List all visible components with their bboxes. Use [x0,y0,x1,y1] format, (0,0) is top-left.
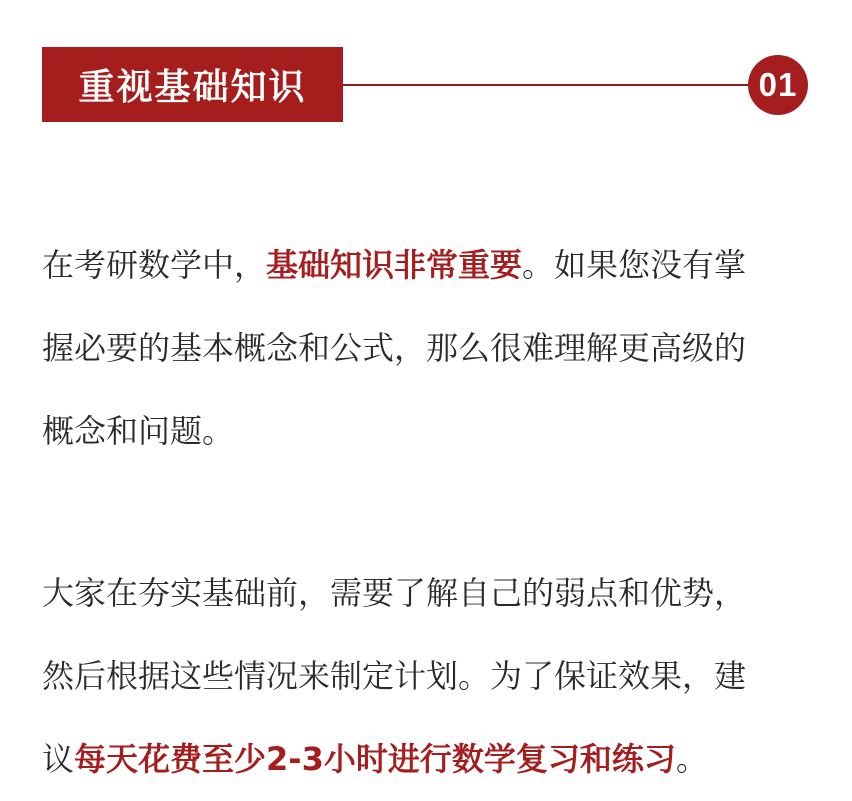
body-text: 。如果您没有掌 [522,246,747,284]
section-header [0,0,852,140]
highlighted-text: 每天花费至少2-3小时进行数学复习和练习 [74,740,676,778]
header-divider-line [343,84,755,86]
body-text: 握必要的基本概念和公式，那么很难理解更高级的 [42,329,747,367]
highlighted-text: 基础知识非常重要 [266,246,523,284]
body-text: 然后根据这些情况来制定计划。为了保证效果，建 [42,657,747,695]
text-line [42,635,822,718]
body-text: 大家在夯实基础前，需要了解自己的弱点和优势， [42,574,747,612]
text-line [42,224,822,307]
body-text: 。 [675,740,708,778]
section-title-box [42,47,343,122]
section-number-badge [748,55,808,115]
paragraph-1 [42,224,822,473]
paragraph-2 [42,552,822,801]
section-title: 重视基础知识 [78,67,307,108]
body-text: 在考研数学中， [42,246,267,284]
text-line [42,718,822,801]
text-line [42,552,822,635]
section-number: 01 [758,66,798,103]
text-line [42,307,822,390]
body-text: 议 [42,740,75,778]
text-line [42,390,822,473]
body-text: 概念和问题。 [42,412,235,450]
